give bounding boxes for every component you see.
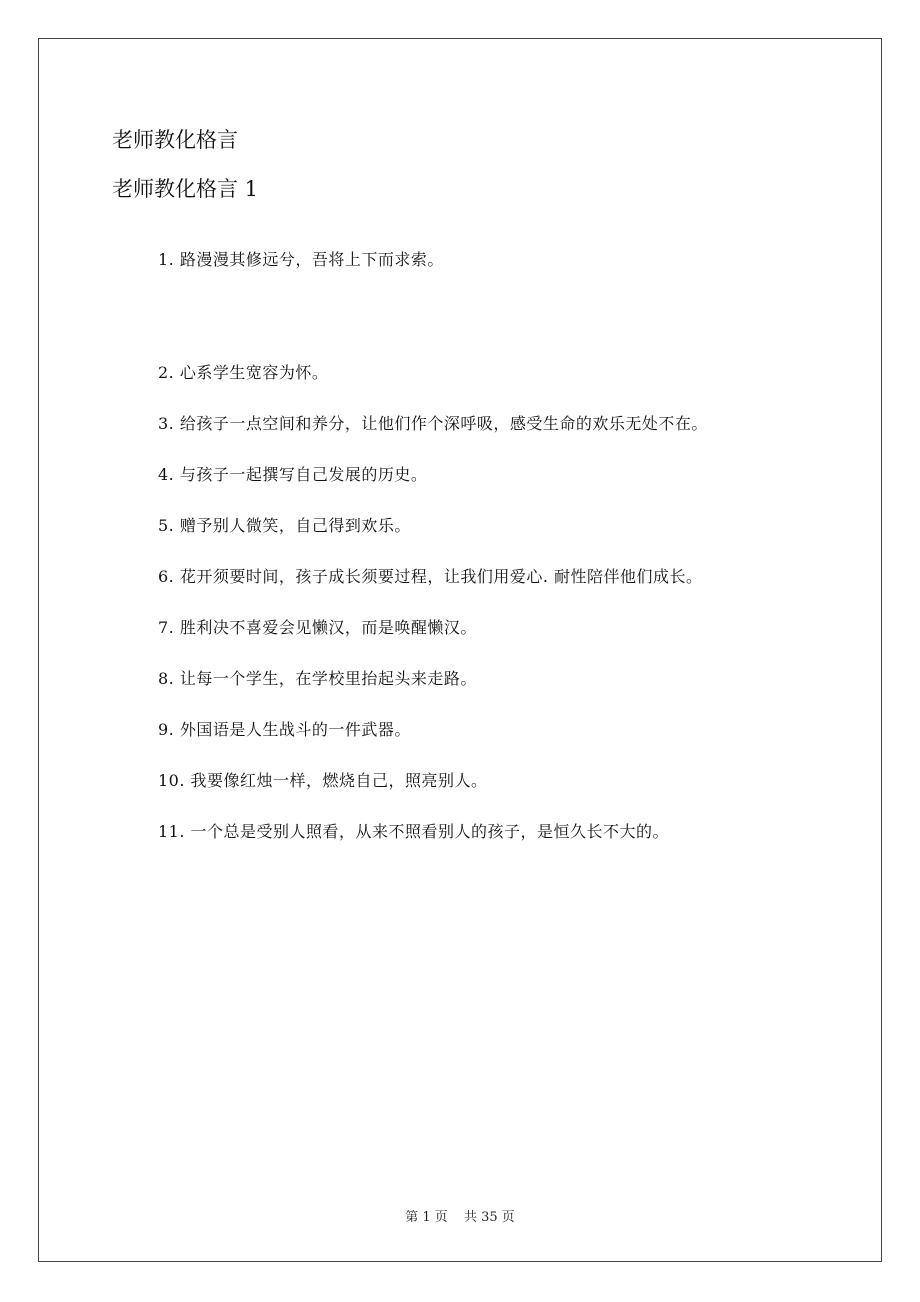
list-item: 10. 我要像红烛一样，燃烧自己，照亮别人。 xyxy=(158,771,488,790)
list-item: 3. 给孩子一点空间和养分，让他们作个深呼吸，感受生命的欢乐无处不在。 xyxy=(158,414,708,433)
list-item: 8. 让每一个学生，在学校里抬起头来走路。 xyxy=(158,669,477,688)
section-heading: 老师教化格言 1 xyxy=(112,177,259,201)
list-item: 9. 外国语是人生战斗的一件武器。 xyxy=(158,720,411,739)
list-item: 6. 花开须要时间，孩子成长须要过程，让我们用爱心. 耐性陪伴他们成长。 xyxy=(158,567,703,586)
list-item: 5. 赠予别人微笑，自己得到欢乐。 xyxy=(158,516,411,535)
list-item: 7. 胜利决不喜爱会见懒汉，而是唤醒懒汉。 xyxy=(158,618,477,637)
page-total: 共 35 页 xyxy=(463,1210,515,1225)
document-title: 老师教化格言 xyxy=(112,128,238,152)
document-body xyxy=(112,120,812,863)
list-item: 1. 路漫漫其修远兮，吾将上下而求索。 xyxy=(158,250,444,269)
list-item: 11. 一个总是受别人照看，从来不照看别人的孩子，是恒久长不大的。 xyxy=(158,822,670,841)
page-number: 第 1 页 xyxy=(405,1210,448,1225)
list-item: 2. 心系学生宽容为怀。 xyxy=(158,363,329,382)
list-item: 4. 与孩子一起撰写自己发展的历史。 xyxy=(158,465,428,484)
page-footer xyxy=(0,1206,920,1225)
